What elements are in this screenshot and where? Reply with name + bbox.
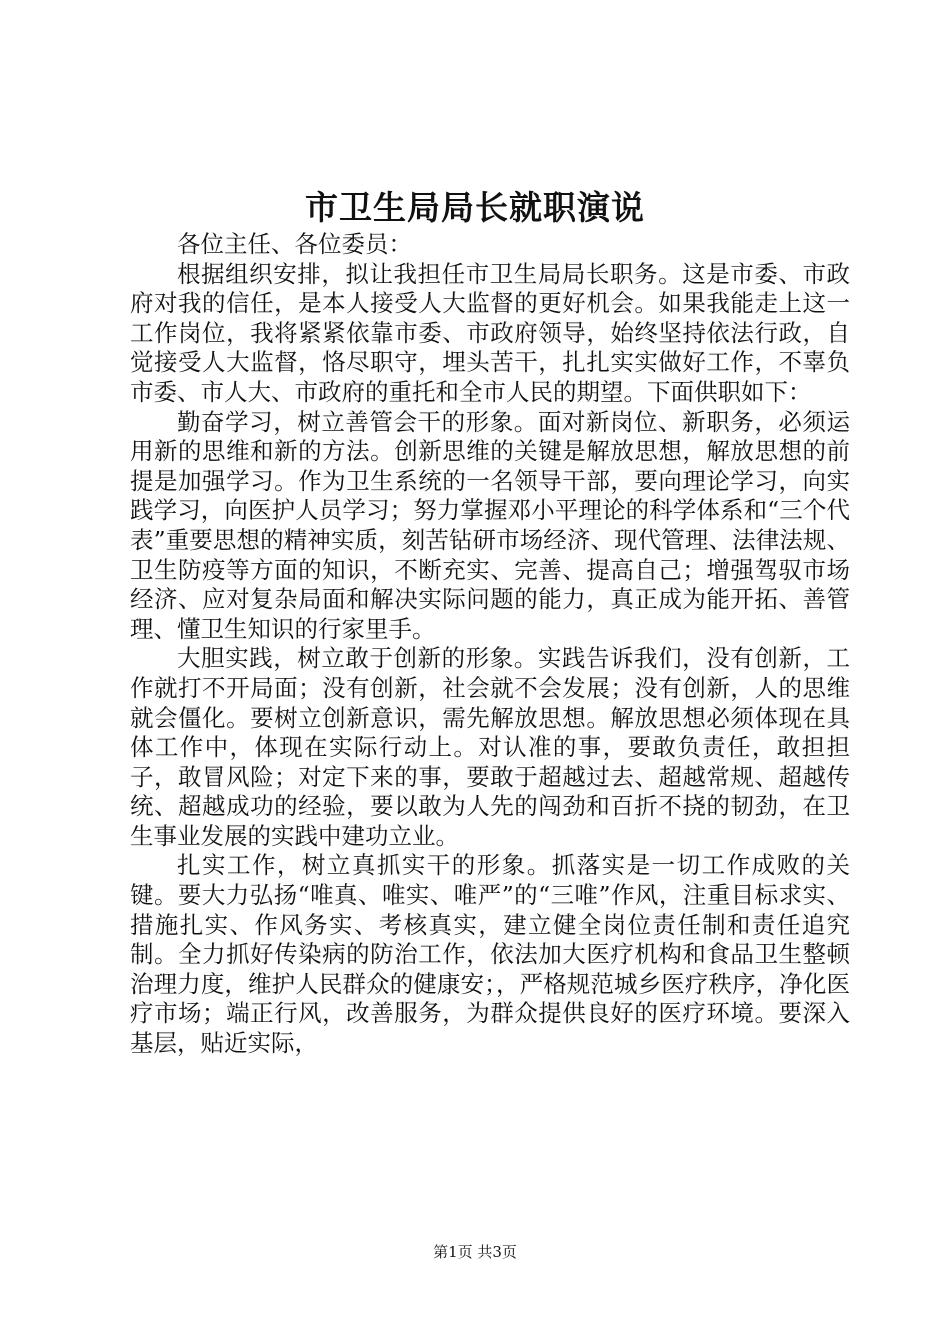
work-paragraph: 扎实工作，树立真抓实干的形象。抓落实是一切工作成败的关键。要大力弘扬“唯真、唯实、唯严”的“三唯”作风，注重目标求实、措施扎实、作风务实、考核真实，建立健全岗位责任制和责任追究制。全力抓好传染病的防治工作，依法加大医疗机构和食品卫生整顿治理力度，维护人民群众的健康安；，严格规范城乡医疗秩序，净化医疗市场；端正行风，改善服务，为群众提供良好的医疗环境。要深入基层，贴近实际， [130,851,850,1058]
study-paragraph: 勤奋学习，树立善管会干的形象。面对新岗位、新职务，必须运用新的思维和新的方法。创新思维的关键是解放思想，解放思想的前提是加强学习。作为卫生系统的一名领导干部，要向理论学习，向实践学习，向医护人员学习；努力掌握邓小平理论的科学体系和“三个代表”重要思想的精神实质，刻苦钻研市场经济、现代管理、法律法规、卫生防疫等方面的知识，不断充实、完善、提高自己；增强驾驭市场经济、应对复杂局面和解决实际问题的能力，真正成为能开拓、善管理、懂卫生知识的行家里手。 [130,407,850,643]
practice-paragraph: 大胆实践，树立敢于创新的形象。实践告诉我们，没有创新，工作就打不开局面；没有创新，社会就不会发展；没有创新，人的思维就会僵化。要树立创新意识，需先解放思想。解放思想必须体现在具体工作中，体现在实际行动上。对认准的事，要敢负责任，敢担担子，敢冒风险；对定下来的事，要敢于超越过去、超越常规、超越传统、超越成功的经验，要以敢为人先的闯劲和百折不挠的韧劲，在卫生事业发展的实践中建功立业。 [130,644,850,850]
intro-paragraph: 根据组织安排，拟让我担任市卫生局局长职务。这是市委、市政府对我的信任，是本人接受人大监督的更好机会。如果我能走上这一工作岗位，我将紧紧依靠市委、市政府领导，始终坚持依法行政，自觉接受人大监督，恪尽职守，埋头苦干，扎扎实实做好工作，不辜负市委、市人大、市政府的重托和全市人民的期望。下面供职如下： [130,259,850,406]
document-body [130,230,850,1059]
page-footer: 第1页 共3页 [433,1243,517,1261]
document-title: 市卫生局局长就职演说 [305,188,645,227]
salutation-paragraph: 各位主任、各位委员： [177,230,412,258]
